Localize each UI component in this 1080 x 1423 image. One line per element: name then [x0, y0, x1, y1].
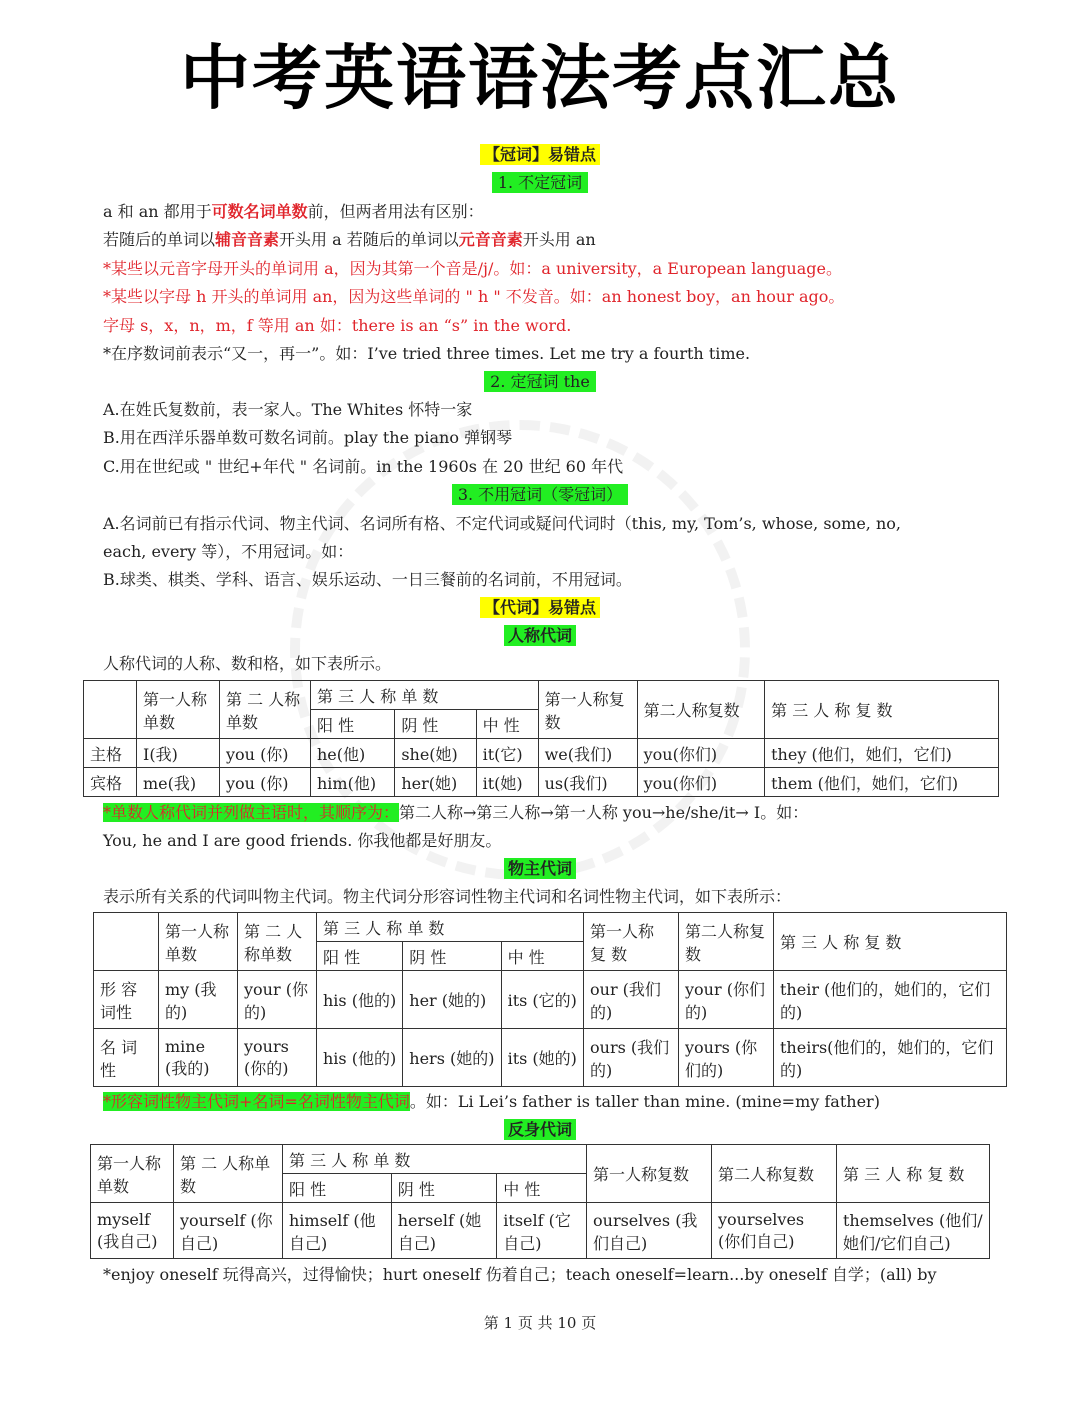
- page-title: 中考英语语法考点汇总: [180, 37, 900, 119]
- text-line: *某些以字母 h 开头的单词用 an，因为这些单词的 " h " 不发音。如：an honest boy，an hour ago。: [103, 287, 845, 306]
- table-cell: she(她): [395, 739, 476, 768]
- table-cell: we(我们): [538, 739, 637, 768]
- page-footer: 第 1 页 共 10 页: [483, 1314, 597, 1332]
- table-cell: your (你的): [238, 971, 317, 1029]
- table-cell: 第二人称复数: [679, 913, 774, 971]
- text-line: 若随后的单词以辅音音素开头用 a 若随后的单词以元音音素开头用 an: [103, 230, 596, 249]
- table-row: [94, 1029, 1007, 1087]
- text-line: B.球类、棋类、学科、语言、娱乐运动、一日三餐前的名词前，不用冠词。: [103, 570, 632, 589]
- table-cell: 中 性: [501, 942, 583, 971]
- table-cell: hers (她的): [403, 1029, 501, 1087]
- table-cell: 阳 性: [283, 1174, 392, 1203]
- table-cell: himself (他自己): [283, 1203, 392, 1259]
- table-cell: its (她的): [501, 1029, 583, 1087]
- table-cell: 形 容词性: [94, 971, 159, 1029]
- table-cell: you (你): [220, 768, 311, 797]
- table-cell: yourselves (你们自己): [712, 1203, 837, 1259]
- subheading-indefinite: 1. 不定冠词: [0, 172, 1080, 194]
- possessive-pronoun-table: [93, 912, 1007, 1087]
- table-cell: 第 三 人 称 单 数: [311, 681, 539, 710]
- text-line: *形容词性物主代词+名词=名词性物主代词。如：Li Lei’s father is taller than mine. (mine=my father): [103, 1092, 880, 1111]
- table-cell: his (他的): [317, 971, 403, 1029]
- table-row: [94, 971, 1007, 1029]
- table-cell: 阴 性: [395, 710, 476, 739]
- table-cell: 第 三 人 称 复 数: [765, 681, 999, 739]
- text-line: 表示所有关系的代词叫物主代词。物主代词分形容词性物主代词和名词性物主代词，如下表所示：: [103, 887, 792, 906]
- table-cell: him(他): [311, 768, 395, 797]
- table-cell: mine (我的): [159, 1029, 238, 1087]
- table-cell: 第一人称复数: [587, 1145, 712, 1203]
- table-cell: you (你): [220, 739, 311, 768]
- table-cell: 中 性: [497, 1174, 587, 1203]
- table-cell: he(他): [311, 739, 395, 768]
- table-cell: ours (我们的): [584, 1029, 679, 1087]
- table-cell: you(你们): [637, 768, 765, 797]
- table-cell: 中 性: [476, 710, 538, 739]
- table-cell: theirs(他们的，她们的，它们的): [774, 1029, 1007, 1087]
- table-cell: myself (我自己): [91, 1203, 174, 1259]
- table-cell: their (他们的，她们的，它们的): [774, 971, 1007, 1029]
- table-cell: ourselves (我们自己): [587, 1203, 712, 1259]
- table-cell: 宾格: [84, 768, 137, 797]
- table-cell: your (你们的): [679, 971, 774, 1029]
- text-line: C.用在世纪或 " 世纪+年代 " 名词前。in the 1960s 在 20 世纪 60 年代: [103, 457, 624, 476]
- table-row: [84, 768, 999, 797]
- text-line: *单数人称代词并列做主语时，其顺序为：第二人称→第三人称→第一人称 you→he/she/it→ I。如：: [103, 803, 809, 822]
- table-cell: my (我的): [159, 971, 238, 1029]
- subheading-reflexive: 反身代词: [0, 1119, 1080, 1141]
- table-cell: its (它的): [501, 971, 583, 1029]
- table-cell: our (我们的): [584, 971, 679, 1029]
- table-cell: yours (你们的): [679, 1029, 774, 1087]
- table-cell: itself (它自己): [497, 1203, 587, 1259]
- table-cell: 第一人称 复 数: [584, 913, 679, 971]
- text-line: each, every 等），不用冠词。如：: [103, 542, 354, 561]
- table-cell: 第一人称单数: [137, 681, 220, 739]
- text-line: You, he and I are good friends. 你我他都是好朋友。: [103, 831, 502, 850]
- table-cell: 阳 性: [317, 942, 403, 971]
- table-cell: 第一人称复数: [538, 681, 637, 739]
- table-cell: 主格: [84, 739, 137, 768]
- subheading-zero-article: 3. 不用冠词（零冠词）: [0, 484, 1080, 506]
- table-cell: it(它): [476, 739, 538, 768]
- reflexive-pronoun-table: [90, 1144, 990, 1259]
- table-cell: 第 二 人称单数: [238, 913, 317, 971]
- table-cell: her(她): [395, 768, 476, 797]
- text-line: B.用在西洋乐器单数可数名词前。play the piano 弹钢琴: [103, 428, 513, 447]
- table-row: [84, 739, 999, 768]
- section-header-pronoun: 【代词】易错点: [0, 597, 1080, 619]
- text-line: A.名词前已有指示代词、物主代词、名词所有格、不定代词或疑问代词时（this, my, Tom’s, whose, some, no,: [103, 514, 902, 533]
- table-cell: yourself (你自己): [174, 1203, 283, 1259]
- table-cell: it(她): [476, 768, 538, 797]
- text-line: *某些以元音字母开头的单词用 a，因为其第一个音是/j/。如：a university，a European language。: [103, 259, 842, 278]
- table-cell: 第 三 人 称 单 数: [283, 1145, 587, 1174]
- table-cell: 名 词性: [94, 1029, 159, 1087]
- table-cell: them (他们，她们，它们): [765, 768, 999, 797]
- text-line: a 和 an 都用于可数名词单数前，但两者用法有区别：: [103, 202, 484, 221]
- subheading-definite: 2. 定冠词 the: [0, 371, 1080, 393]
- table-cell: 第 三 人 称 单 数: [317, 913, 584, 942]
- text-line: A.在姓氏复数前，表一家人。The Whites 怀特一家: [103, 400, 473, 419]
- table-cell: you(你们): [637, 739, 765, 768]
- text-line: *在序数词前表示“又一，再一”。如：I’ve tried three times. Let me try a fourth time.: [103, 344, 751, 363]
- text-line: 字母 s，x，n，m，f 等用 an 如：there is an “s” in the word.: [103, 316, 572, 335]
- text-line: 人称代词的人称、数和格，如下表所示。: [103, 654, 392, 673]
- table-cell: 第 二 人称单数: [220, 681, 311, 739]
- table-cell: his (他的): [317, 1029, 403, 1087]
- table-cell: I(我): [137, 739, 220, 768]
- table-cell: themselves (他们/她们/它们自己): [837, 1203, 990, 1259]
- table-cell: [94, 913, 159, 971]
- table-cell: me(我): [137, 768, 220, 797]
- table-cell: 第 二 人称单数: [174, 1145, 283, 1203]
- subheading-possessive: 物主代词: [0, 858, 1080, 880]
- table-cell: yours (你的): [238, 1029, 317, 1087]
- table-cell: 第一人称单数: [159, 913, 238, 971]
- table-cell: herself (她自己): [391, 1203, 497, 1259]
- table-cell: 第 三 人 称 复 数: [774, 913, 1007, 971]
- table-cell: 第二人称复数: [637, 681, 765, 739]
- table-cell: 阴 性: [403, 942, 501, 971]
- table-cell: 第二人称复数: [712, 1145, 837, 1203]
- subheading-personal: 人称代词: [0, 625, 1080, 647]
- table-row: [91, 1203, 990, 1259]
- table-cell: 阳 性: [311, 710, 395, 739]
- table-cell: us(我们): [538, 768, 637, 797]
- table-cell: her (她的): [403, 971, 501, 1029]
- table-cell: 第 三 人 称 复 数: [837, 1145, 990, 1203]
- table-cell: 阴 性: [391, 1174, 497, 1203]
- table-cell: they (他们，她们，它们): [765, 739, 999, 768]
- personal-pronoun-table: [83, 680, 999, 797]
- text-line: *enjoy oneself 玩得高兴，过得愉快；hurt oneself 伤着自己；teach oneself=learn...by oneself 自学；(all) by: [103, 1265, 937, 1284]
- section-header-article: 【冠词】易错点: [0, 144, 1080, 166]
- table-cell: [84, 681, 137, 739]
- table-cell: 第一人称单数: [91, 1145, 174, 1203]
